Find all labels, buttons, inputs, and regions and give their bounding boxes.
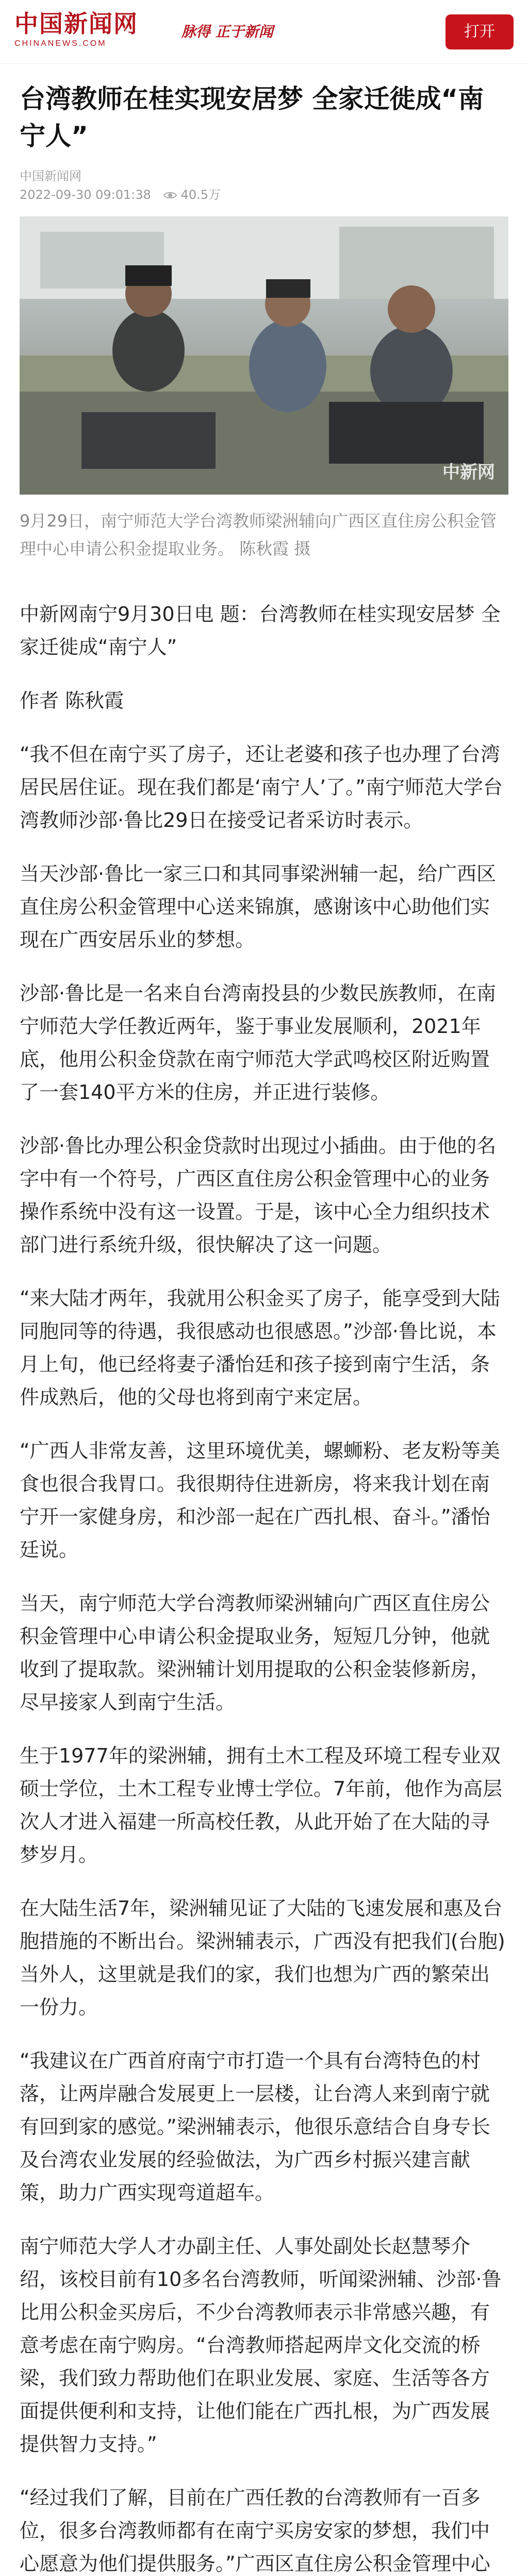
logo-english: CHINANEWS.COM	[14, 39, 107, 48]
article-source: 中国新闻网	[20, 169, 81, 183]
eye-icon	[163, 191, 177, 200]
meta-row	[20, 185, 508, 204]
paragraph: “经过我们了解，目前在广西任教的台湾教师有一百多位，很多台湾教师都有在南宁买房安家的梦想，我们中心愿意为他们提供服务。”广西区直住房公积金管理中心	[20, 2486, 490, 2575]
open-app-button[interactable]: 打开	[446, 14, 514, 49]
header-slogan: 脉得 正于新闻	[182, 23, 273, 40]
view-count	[163, 185, 221, 204]
paragraph: “广西人非常友善，这里环境优美，螺蛳粉、老友粉等美食也很合我胃口。我很期待住进新房，将来我计划在南宁开一家健身房，和沙部一起在广西扎根、奋斗。”潘怡廷说。	[20, 1439, 500, 1561]
article-datetime: 2022-09-30 09:01:38	[20, 188, 151, 202]
paragraph: 作者 陈秋霞	[20, 689, 124, 712]
paragraph: 中新网南宁9月30日电 题：台湾教师在桂实现安居梦 全家迁徙成“南宁人”	[20, 603, 501, 658]
article-photo[interactable]	[20, 216, 508, 495]
chinanews-logo[interactable]	[14, 9, 169, 55]
photo-watermark: 中新网	[442, 462, 495, 483]
paragraph: 沙部·鲁比办理公积金贷款时出现过小插曲。由于他的名字中有一个符号，广西区直住房公积金管理中心的业务操作系统中没有这一设置。于是，该中心全力组织技术部门进行系统升级，很快解决了这一问题。	[20, 1134, 497, 1256]
paragraph: 在大陆生活7年，梁洲辅见证了大陆的飞速发展和惠及台胞措施的不断出台。梁洲辅表示，广西没有把我们(台胞)当外人，这里就是我们的家，我们也想为广西的繁荣出一份力。	[20, 1897, 505, 2019]
article-meta	[20, 167, 508, 204]
view-count-value: 40.5万	[180, 188, 221, 202]
paragraph: “来大陆才两年，我就用公积金买了房子，能享受到大陆同胞同等的待遇，我很感动也很感恩。”沙部·鲁比说，本月上旬，他已经将妻子潘怡廷和孩子接到南宁生活，条件成熟后，他的父母也将到南宁来定居。	[20, 1287, 500, 1409]
paragraph: 南宁师范大学人才办副主任、人事处副处长赵慧琴介绍，该校目前有10多名台湾教师，听闻梁洲辅、沙部·鲁比用公积金买房后，不少台湾教师表示非常感兴趣，有意考虑在南宁购房。“台湾教师搭起两岸文化交流的桥梁，我们致力帮助他们在职业发展、家庭、生活等各方面提供便利和支持，让他们能在广西扎根，为广西发展提供智力支持。”	[20, 2235, 502, 2455]
photo-scene	[20, 216, 508, 495]
article-body	[20, 598, 508, 2576]
paragraph: 当天，南宁师范大学台湾教师梁洲辅向广西区直住房公积金管理中心申请公积金提取业务，短短几分钟，他就收到了提取款。梁洲辅计划用提取的公积金装修新房，尽早接家人到南宁生活。	[20, 1592, 490, 1714]
logo-chinese: 中国新闻网	[14, 10, 138, 38]
article-title: 台湾教师在桂实现安居梦 全家迁徙成“南宁人”	[20, 84, 484, 151]
photo-caption: 9月29日，南宁师范大学台湾教师梁洲辅向广西区直住房公积金管理中心申请公积金提取业务。 陈秋霞 摄	[20, 511, 497, 558]
paragraph: “我建议在广西首府南宁市打造一个具有台湾特色的村落，让两岸融合发展更上一层楼，让台湾人来到南宁就有回到家的感觉。”梁洲辅表示，他很乐意结合自身专长及台湾农业发展的经验做法，为广西乡村振兴建言献策，助力广西实现弯道超车。	[20, 2049, 490, 2204]
top-bar	[0, 0, 528, 64]
paragraph: 沙部·鲁比是一名来自台湾南投县的少数民族教师，在南宁师范大学任教近两年，鉴于事业发展顺利，2021年底，他用公积金贷款在南宁师范大学武鸣校区附近购置了一套140平方米的住房，并正进行装修。	[20, 982, 497, 1104]
paragraph: 生于1977年的梁洲辅，拥有土木工程及环境工程专业双硕士学位，土木工程专业博士学位。7年前，他作为高层次人才进入福建一所高校任教，从此开始了在大陆的寻梦岁月。	[20, 1744, 503, 1866]
paragraph: “我不但在南宁买了房子，还让老婆和孩子也办理了台湾居民居住证。现在我们都是‘南宁人’了。”南宁师范大学台湾教师沙部·鲁比29日在接受记者采访时表示。	[20, 743, 503, 832]
paragraph: 当天沙部·鲁比一家三口和其同事梁洲辅一起，给广西区直住房公积金管理中心送来锦旗，感谢该中心助他们实现在广西安居乐业的梦想。	[20, 862, 497, 951]
